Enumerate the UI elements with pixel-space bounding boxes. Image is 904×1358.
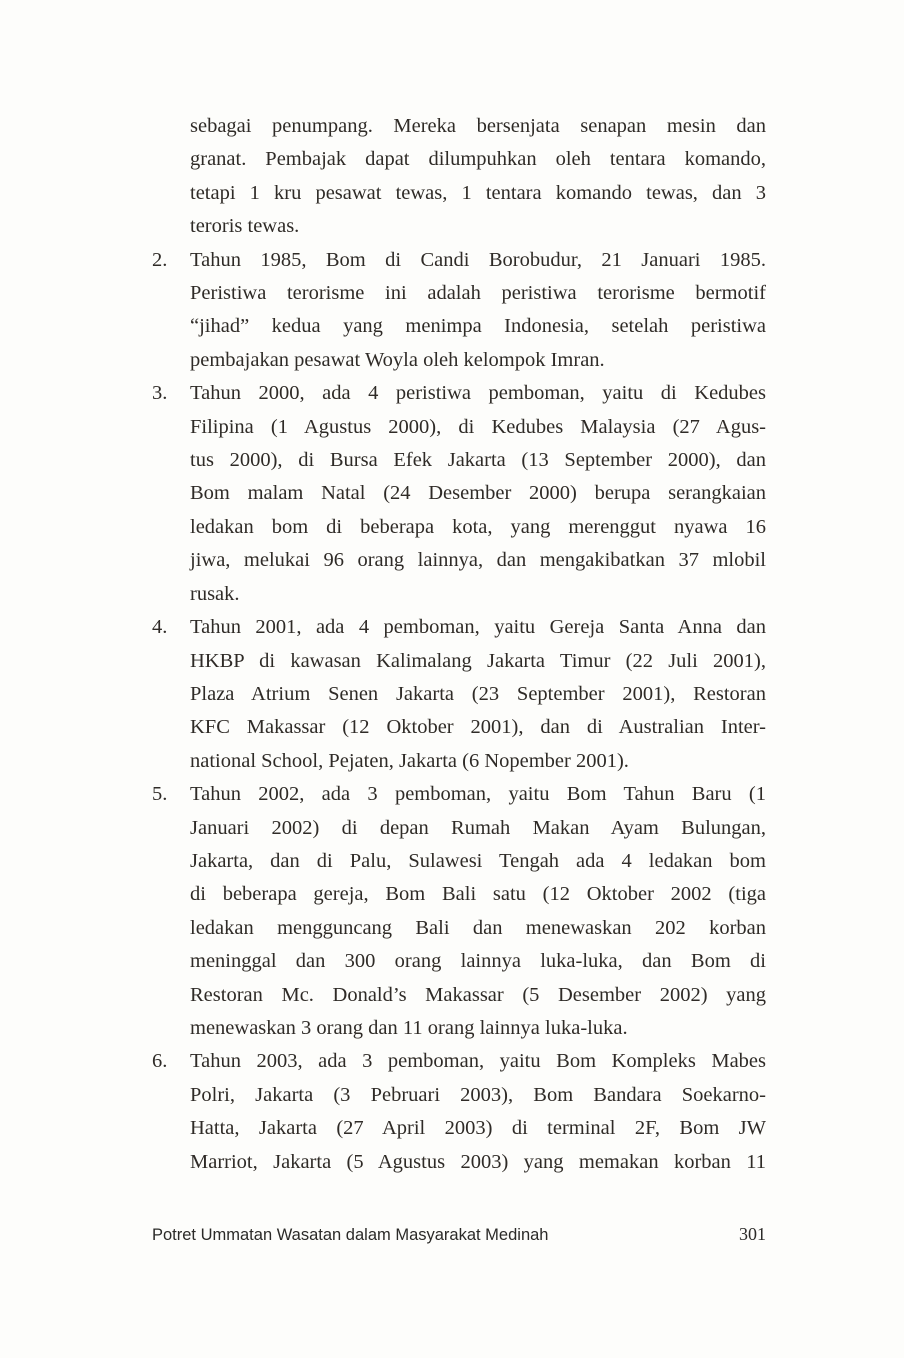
page-footer <box>152 1224 766 1245</box>
text-line: ledakan mengguncang Bali dan menewaskan 202 korban <box>190 916 766 939</box>
text-line: rusak. <box>190 582 240 605</box>
paragraph-lines <box>190 110 766 244</box>
text-line: tus 2000), di Bursa Efek Jakarta (13 September 2000), dan <box>190 449 766 472</box>
paragraph-lines <box>190 778 766 1045</box>
text-line: meninggal dan 300 orang lainnya luka-luka, dan Bom di <box>190 950 766 973</box>
paragraph-lines <box>190 611 766 778</box>
footer-running-title: Potret Ummatan Wasatan dalam Masyarakat Medinah <box>152 1226 549 1244</box>
paragraph-lines <box>190 244 766 378</box>
paragraph-continuation <box>152 110 766 244</box>
page-content <box>152 110 766 1179</box>
text-line: sebagai penumpang. Mereka bersenjata senapan mesin dan <box>190 115 766 137</box>
text-line: “jihad” kedua yang menimpa Indonesia, setelah peristiwa <box>190 315 766 338</box>
list-item-6 <box>152 1045 766 1179</box>
text-line: menewaskan 3 orang dan 11 orang lainnya luka-luka. <box>190 1016 628 1039</box>
list-item-3 <box>152 377 766 611</box>
list-number: 4. <box>152 616 168 639</box>
text-line: Tahun 1985, Bom di Candi Borobudur, 21 Januari 1985. <box>190 248 766 271</box>
list-item-5 <box>152 778 766 1045</box>
text-line: national School, Pejaten, Jakarta (6 Nopember 2001). <box>190 749 629 772</box>
list-item-2 <box>152 244 766 378</box>
text-line: Jakarta, dan di Palu, Sulawesi Tengah ada 4 ledakan bom <box>190 849 766 872</box>
list-number: 3. <box>152 382 168 405</box>
text-line: Bom malam Natal (24 Desember 2000) berupa serangkaian <box>190 482 766 505</box>
text-line: di beberapa gereja, Bom Bali satu (12 Oktober 2002 (tiga <box>190 883 766 906</box>
text-line: Tahun 2001, ada 4 pemboman, yaitu Gereja Santa Anna dan <box>190 616 766 639</box>
text-line: pembajakan pesawat Woyla oleh kelompok Imran. <box>190 348 605 371</box>
paragraph-lines <box>190 377 766 611</box>
text-line: Marriot, Jakarta (5 Agustus 2003) yang memakan korban 11 <box>190 1150 766 1173</box>
list-number: 6. <box>152 1050 168 1073</box>
text-line: ledakan bom di beberapa kota, yang merenggut nyawa 16 <box>190 515 766 538</box>
text-line: KFC Makassar (12 Oktober 2001), dan di Australian Inter- <box>190 716 766 739</box>
text-line: teroris tewas. <box>190 215 300 238</box>
text-line: Januari 2002) di depan Rumah Makan Ayam Bulungan, <box>190 816 766 839</box>
list-number: 5. <box>152 783 168 806</box>
text-line: Tahun 2000, ada 4 peristiwa pemboman, yaitu di Kedubes <box>190 382 766 405</box>
text-line: Polri, Jakarta (3 Pebruari 2003), Bom Bandara Soekarno- <box>190 1083 766 1106</box>
text-line: Peristiwa terorisme ini adalah peristiwa terorisme bermotif <box>190 282 766 305</box>
text-line: granat. Pembajak dapat dilumpuhkan oleh tentara komando, <box>190 148 766 171</box>
text-line: tetapi 1 kru pesawat tewas, 1 tentara komando tewas, dan 3 <box>190 181 766 204</box>
paragraph-lines <box>190 1045 766 1179</box>
text-line: Filipina (1 Agustus 2000), di Kedubes Malaysia (27 Agus- <box>190 415 766 438</box>
text-line: Tahun 2003, ada 3 pemboman, yaitu Bom Kompleks Mabes <box>190 1050 766 1073</box>
text-line: jiwa, melukai 96 orang lainnya, dan mengakibatkan 37 mlobil <box>190 549 766 572</box>
text-line: Tahun 2002, ada 3 pemboman, yaitu Bom Tahun Baru (1 <box>190 783 766 806</box>
footer-page-number: 301 <box>739 1224 766 1244</box>
text-line: Restoran Mc. Donald’s Makassar (5 Desember 2002) yang <box>190 983 766 1006</box>
text-line: Hatta, Jakarta (27 April 2003) di terminal 2F, Bom JW <box>190 1117 766 1140</box>
text-line: Plaza Atrium Senen Jakarta (23 September 2001), Restoran <box>190 682 766 705</box>
list-item-4 <box>152 611 766 778</box>
text-line: HKBP di kawasan Kalimalang Jakarta Timur (22 Juli 2001), <box>190 649 766 672</box>
list-number: 2. <box>152 248 168 271</box>
